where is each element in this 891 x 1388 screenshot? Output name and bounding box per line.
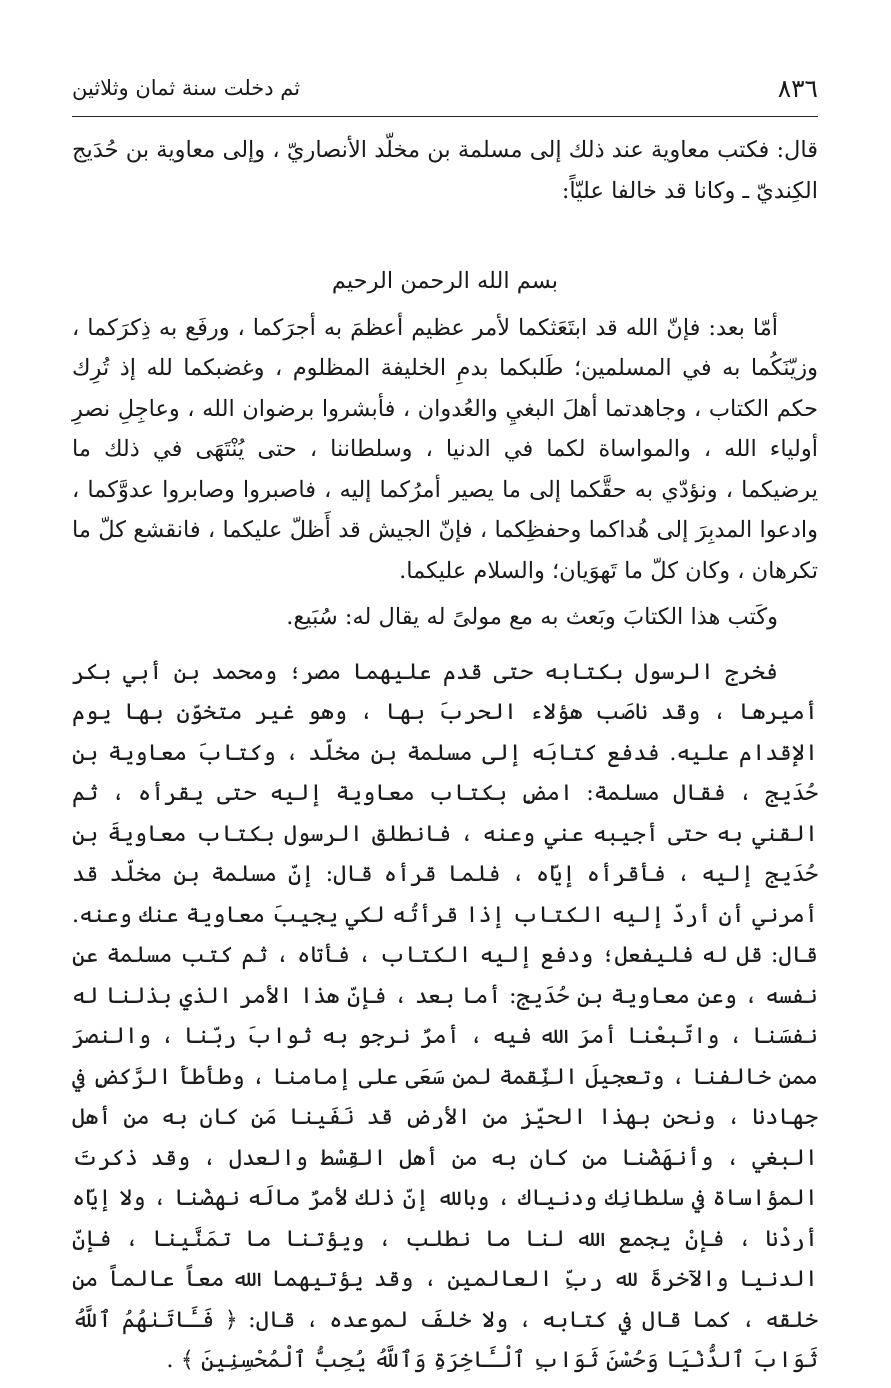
running-header: [72, 68, 818, 108]
note-paragraph: وكَتب هذا الكتابَ وبَعث به مع مولىً له يقال له: سُبَيع.: [286, 604, 778, 630]
running-title: ثم دخلت سنة ثمان وثلاثين: [72, 76, 301, 100]
intro-paragraph: قال: فكتب معاوية عند ذلك إلى مسلمة بن مخلّد الأنصاريّ ، وإلى معاوية بن حُدَيج الكِنديّ ـ وكانا قد خالفا عليّاً:: [72, 137, 818, 204]
quran-end-mark: .: [166, 1347, 174, 1373]
letter-paragraph: أمّا بعد: فإنّ الله قد ابتَعَثكما لأمر عظيم أعظمَ به أجرَكما ، ورفَع به ذِكرَكما ، وزيّنَكُما به في المسلمين؛ طَلبكما بدمِ الخليفة المظلوم ، وغضبكما لله إذ تُرِك حكم الكتاب ، وجاهدتما أهلَ البغيِ والعُدوان ، فأبشروا برضوان الله ، وعاجِلِ نصرِ أولياء الله ، والمواساة لكما في الدنيا ، وسلطاننا ، حتى يُنْتَهَى في ذلك ما يرضيكما ، ونؤدّي به حقَّكما إلى ما يصير أمرُكما إليه ، فاصبروا وصابروا عدوَّكما ، وادعوا المدبِرَ إلى هُداكما وحفظِكما ، فإنّ الجيش قد أَظلّ عليكما ، فانقشع كلّ ما تكرهان ، وكان كلّ ما تَهوَيان؛ والسلام عليكما.: [72, 314, 818, 584]
narrative-paragraph: [72, 652, 818, 1381]
document-page: [72, 0, 818, 1388]
narrative-text: فخرج الرسول بكتابه حتى قدم عليهما مصر؛ ومحمد بن أبي بكر أميرها ، وقد ناصَب هؤلاء الحربَ بها ، وهو غير متخوّن بها يوم الإقدام عليه. فدفع كتابَه إلى مسلمة بن مخلّد ، وكتابَ معاوية بن حُدَيج ، فقال مسلمة: امضِ بكتاب معاوية إليه حتى يقرأه ، ثم القني به حتى أجيبه عني وعنه ، فانطلق الرسول بكتاب معاويةَ بن حُدَيج إليه ، فأقرأه إيّاه ، فلما قرأه قال: إنّ مسلمة بن مخلّد قد أمرني أن أردّ إليه الكتاب إذا قرأتُه لكي يجيبَ معاوية عنك وعنه. قال: قل له فليفعل؛ ودفع إليه الكتاب ، فأتاه ، ثم كتب مسلمة عن نفسه ، وعن معاوية بن حُدَيج: أما بعد ، فإنّ هذا الأمر الذي بذلنا له نفسَنا ، واتّبعْنا أمرَ الله فيه ، أمرٌ نرجو به ثوابَ ربّنا ، والنصرَ ممن خالفنا ، وتعجيلَ النِّقمة لمن سَعَى على إمامنا ، وطأطأَ الرَّكضِ في جهادنا ، ونحن بهذا الحيّز من الأرض قد نَفَينا مَن كان به من أهل البغي ، وأنهَضْنا من كان به من أهل القِسْط والعدل ، وقد ذكرتَ المؤاساة في سلطانِك ودنياك ، وبالله إنّ ذلك لأمرٌ مالَه نهضْنا ، ولا إيّاه أردْنا ، فإنْ يجمع الله لنا ما نطلب ، ويؤتنا ما تمَنَّينا ، فإنّ الدنيا والآخرةَ لله ربِّ العالمين ، وقد يؤتيهما الله معاً عالماً من خلقه ، كما قال في كتابه ، ولا خلفَ لموعده ، قال:: [72, 658, 819, 1333]
basmala-line: بسم الله الرحمن الرحيم: [331, 268, 559, 294]
body-text: [72, 130, 818, 1381]
page-number: ٨٣٦: [777, 73, 818, 103]
quran-quote: ﴿ فَـَٔاتَىٰهُمُ ٱللَّهُ ثَوَابَ ٱلدُّنْيَا وَحُسْنَ ثَوَابِ ٱلْـَٔاخِرَةِ وَٱللَّهُ يُحِبُّ ٱلْمُحْسِنِينَ ﴾: [72, 1306, 818, 1373]
header-rule: [72, 116, 818, 117]
